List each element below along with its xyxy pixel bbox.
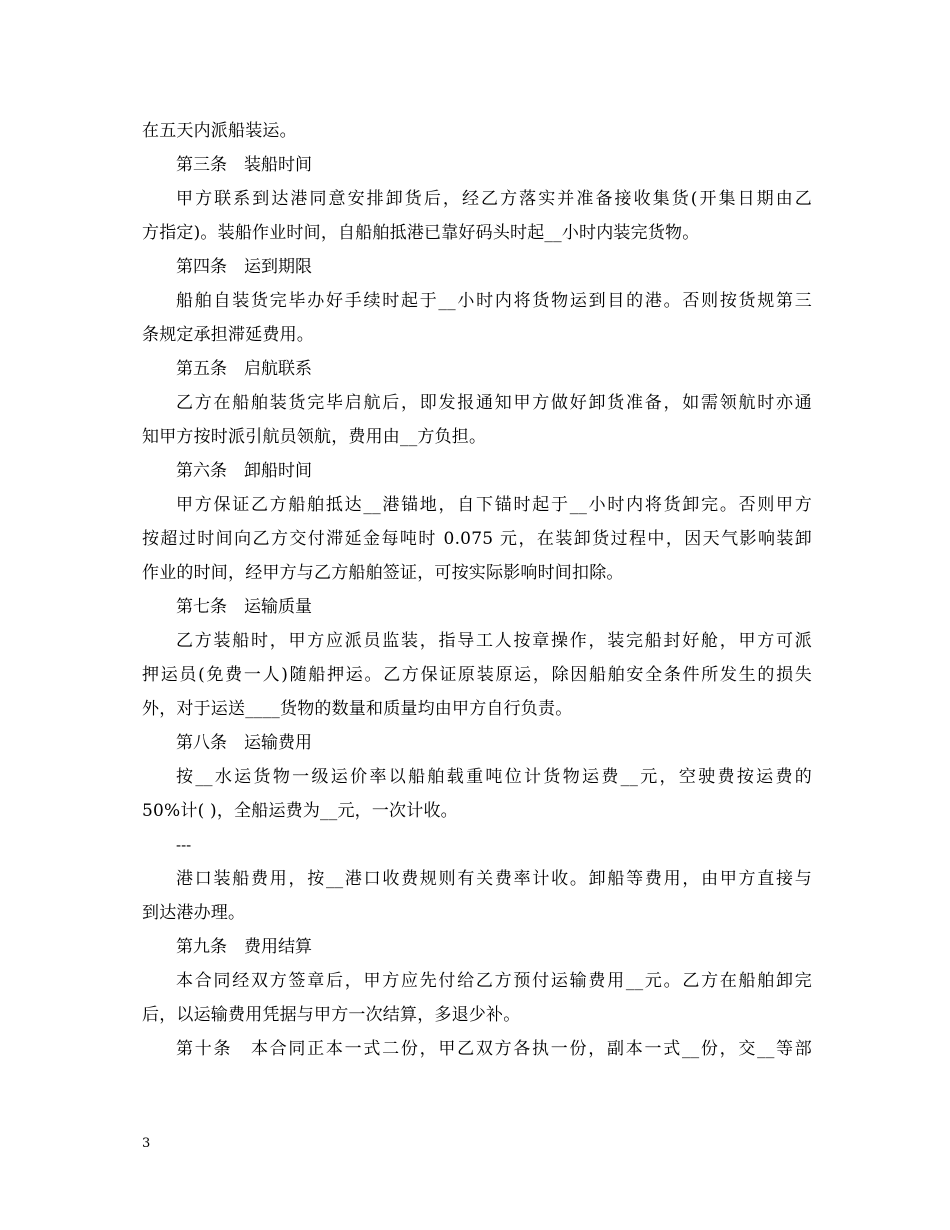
paragraph-line: 按__水运货物一级运价率以船舶载重吨位计货物运费__元，空驶费按运费的 (176, 767, 812, 787)
paragraph-line: 港口装船费用，按__港口收费规则有关费率计收。卸船等费用，由甲方直接与 (176, 869, 812, 889)
paragraph-line: 50%计( )，全船运费为__元，一次计收。 (142, 801, 458, 821)
paragraph-line: 后，以运输费用凭据与甲方一次结算，多退少补。 (142, 1005, 521, 1025)
paragraph-line: 按超过时间向乙方交付滞延金每吨时 0.075 元，在装卸货过程中，因天气影响装卸 (142, 529, 812, 549)
article-heading: 第六条 卸船时间 (176, 461, 312, 481)
paragraph-line: 押运员(免费一人)随船押运。乙方保证原装原运，除因船舶安全条件所发生的损失 (142, 665, 812, 685)
paragraph-line: 船舶自装货完毕办好手续时起于__小时内将货物运到目的港。否则按货规第三 (176, 291, 812, 311)
paragraph-line: 知甲方按时派引航员领航，费用由__方负担。 (142, 427, 487, 447)
paragraph-line: 到达港办理。 (142, 903, 246, 923)
paragraph-line: 甲方联系到达港同意安排卸货后，经乙方落实并准备接收集货(开集日期由乙 (176, 189, 812, 209)
article-heading: 第七条 运输质量 (176, 597, 312, 617)
article-heading: 第四条 运到期限 (176, 257, 312, 277)
paragraph-line: 乙方在船舶装货完毕启航后，即发报通知甲方做好卸货准备，如需领航时亦通 (176, 393, 812, 413)
paragraph-line: 第十条 本合同正本一式二份，甲乙双方各执一份，副本一式__份，交__等部 (176, 1039, 812, 1059)
article-heading: 第九条 费用结算 (176, 937, 312, 957)
paragraph-line: 乙方装船时，甲方应派员监装，指导工人按章操作，装完船封好舱，甲方可派 (176, 631, 812, 651)
paragraph-line: 甲方保证乙方船舶抵达__港锚地，自下锚时起于__小时内将货卸完。否则甲方 (176, 495, 812, 515)
document-body (142, 114, 812, 1066)
article-heading: 第八条 运输费用 (176, 733, 312, 753)
separator-line: --- (176, 836, 192, 854)
paragraph-line: 条规定承担滞延费用。 (142, 325, 314, 345)
article-heading: 第五条 启航联系 (176, 359, 312, 379)
paragraph-line: 本合同经双方签章后，甲方应先付给乙方预付运输费用__元。乙方在船舶卸完 (176, 971, 812, 991)
paragraph-line: 作业的时间，经甲方与乙方船舶签证，可按实际影响时间扣除。 (142, 563, 624, 583)
paragraph-line: 在五天内派船装运。 (142, 121, 297, 141)
article-heading: 第三条 装船时间 (176, 155, 312, 175)
paragraph-line: 外，对于运送____货物的数量和质量均由甲方自行负责。 (142, 699, 573, 719)
page-number: 3 (142, 1136, 151, 1151)
paragraph-line: 方指定)。装船作业时间，自船舶抵港已靠好码头时起__小时内装完货物。 (142, 223, 700, 243)
